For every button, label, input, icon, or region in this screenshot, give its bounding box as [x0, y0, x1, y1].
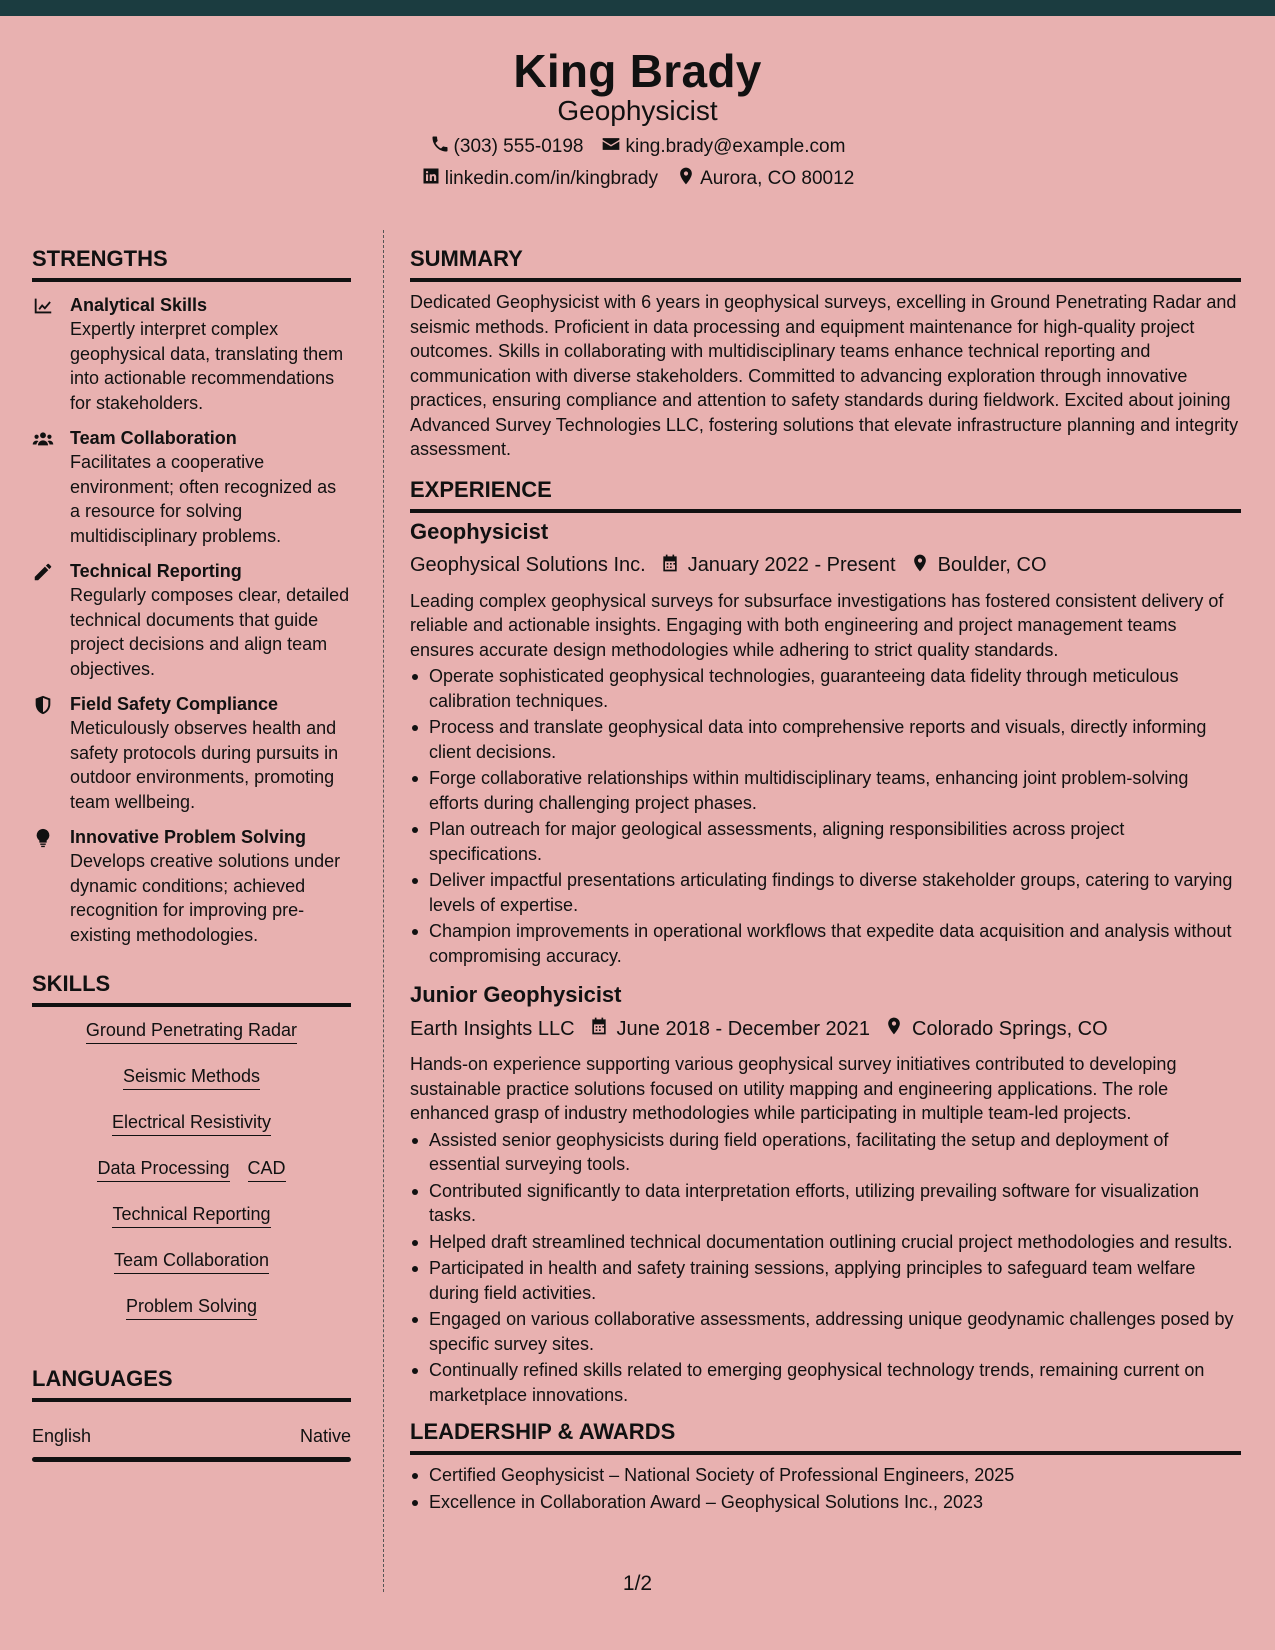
strength-item	[32, 692, 351, 814]
jobs-list	[410, 519, 1241, 1408]
skills-row	[32, 1157, 351, 1203]
strength-item	[32, 559, 351, 681]
awards-list	[410, 1463, 1241, 1514]
languages-heading: LANGUAGES	[32, 1366, 351, 1402]
skill-tag: Ground Penetrating Radar	[86, 1019, 297, 1044]
job-bullet: Participated in health and safety training sessions, applying principles to safeguard team welfare during field activities.	[410, 1256, 1241, 1305]
job-bullet: Forge collaborative relationships within multidisciplinary teams, enhancing joint problem-solving efforts during challenging project phases.	[410, 766, 1241, 815]
users-icon	[32, 428, 54, 450]
job-bullet: Engaged on various collaborative assessments, addressing unique geodynamic challenges posed by specific survey sites.	[410, 1307, 1241, 1356]
strength-title: Technical Reporting	[70, 561, 242, 581]
shield-icon	[32, 694, 54, 716]
envelope-icon	[601, 134, 621, 160]
phone-contact	[430, 134, 584, 160]
job-title: Geophysicist	[410, 518, 549, 544]
location-text: Aurora, CO 80012	[700, 168, 855, 189]
skill-tag: Data Processing	[97, 1157, 229, 1182]
job-entry	[410, 982, 1241, 1407]
strengths-heading: STRENGTHS	[32, 246, 351, 282]
job-location	[884, 1016, 1108, 1042]
top-accent-bar	[0, 0, 1275, 16]
job-bullet: Champion improvements in operational workflows that expedite data acquisition and analysis without compromising accuracy.	[410, 919, 1241, 968]
job-entry	[410, 519, 1241, 969]
strength-description: Develops creative solutions under dynamic conditions; achieved recognition for improving pre-existing methodologies.	[70, 851, 341, 945]
candidate-name: King Brady	[513, 45, 762, 97]
job-meta	[410, 1016, 1241, 1042]
right-column	[410, 246, 1241, 1516]
job-meta	[410, 553, 1241, 579]
job-bullet: Plan outreach for major geological assessments, aligning responsibilities across project specifications.	[410, 817, 1241, 866]
job-company: Earth Insights LLC	[410, 1017, 575, 1040]
summary-heading: SUMMARY	[410, 246, 1241, 282]
strength-description: Facilitates a cooperative environment; often recognized as a resource for solving multidisciplinary problems.	[70, 452, 337, 546]
skills-row	[32, 1203, 351, 1249]
job-company: Geophysical Solutions Inc.	[410, 554, 646, 576]
job-dates-text: June 2018 - December 2021	[616, 1017, 871, 1040]
strength-item	[32, 426, 351, 548]
job-dates	[589, 1016, 871, 1042]
map-pin-icon	[884, 1016, 904, 1042]
location-contact	[676, 166, 854, 192]
lightbulb-icon	[32, 827, 54, 849]
strength-description: Meticulously observes health and safety protocols during pursuits in outdoor environments, promoting team wellbeing.	[70, 718, 339, 812]
strength-item	[32, 293, 351, 415]
job-bullets	[410, 1128, 1241, 1408]
column-divider	[383, 230, 384, 1592]
job-description: Leading complex geophysical surveys for subsurface investigations has fostered consistent delivery of reliable and actionable insights. Engaging with both engineering and project management teams ensures accurate design methodologies while adhering to strict quality standards.	[410, 590, 1224, 660]
languages-list	[32, 1426, 351, 1462]
strength-description: Regularly composes clear, detailed technical documents that guide project decisions and align team objectives.	[70, 585, 350, 679]
job-location-text: Boulder, CO	[937, 554, 1047, 576]
language-level-bar	[32, 1457, 351, 1462]
job-bullet: Deliver impactful presentations articulating findings to diverse stakeholder groups, catering to varying levels of expertise.	[410, 868, 1241, 917]
map-pin-icon	[910, 553, 930, 579]
resume-header	[0, 16, 1275, 204]
job-bullet: Contributed significantly to data interpretation efforts, utilizing prevailing software for visualization tasks.	[410, 1179, 1241, 1228]
skills-row	[32, 1111, 351, 1157]
strength-item	[32, 825, 351, 947]
job-bullet: Assisted senior geophysicists during field operations, facilitating the setup and deployment of essential surveying tools.	[410, 1128, 1241, 1177]
email-text[interactable]: king.brady@example.com	[625, 136, 846, 157]
left-column	[32, 246, 351, 1462]
experience-heading: EXPERIENCE	[410, 477, 1241, 513]
map-pin-icon	[676, 166, 696, 192]
skills-heading: SKILLS	[32, 971, 351, 1007]
skills-row	[32, 1295, 351, 1341]
job-dates	[660, 553, 896, 579]
strength-description: Expertly interpret complex geophysical data, translating them into actionable recommendations for stakeholders.	[70, 319, 344, 413]
skills-row	[32, 1249, 351, 1295]
job-bullets	[410, 664, 1241, 968]
award-item: Certified Geophysicist – National Society of Professional Engineers, 2025	[410, 1463, 1241, 1488]
language-row	[32, 1426, 351, 1447]
phone-icon	[430, 134, 450, 160]
job-title: Junior Geophysicist	[410, 982, 622, 1007]
contact-row-1	[0, 134, 1275, 160]
contact-row-2	[0, 166, 1275, 192]
linkedin-text[interactable]: linkedin.com/in/kingbrady	[444, 168, 659, 189]
skill-tag: Problem Solving	[126, 1295, 257, 1320]
pencil-icon	[32, 561, 54, 583]
skill-tag: Seismic Methods	[123, 1065, 260, 1090]
email-contact[interactable]	[601, 134, 845, 160]
calendar-icon	[660, 553, 680, 579]
strengths-list	[32, 293, 351, 947]
linkedin-contact[interactable]	[421, 166, 658, 192]
calendar-icon	[589, 1016, 609, 1042]
summary-text: Dedicated Geophysicist with 6 years in geophysical surveys, excelling in Ground Penetrating Radar and seismic methods. Proficient in data processing and equipment maintenance for high-quality project outcomes. Skills in collaborating with multidisciplinary teams enhance technical reporting and communication with diverse stakeholders. Committed to advancing exploration through innovative practices, ensuring compliance and attention to safety standards during fieldwork. Excited about joining Advanced Survey Technologies LLC, fostering solutions that elevate infrastructure planning and integrity assessment.	[410, 292, 1239, 459]
job-location	[910, 553, 1047, 579]
skill-tag: Team Collaboration	[114, 1249, 269, 1274]
strength-title: Team Collaboration	[70, 428, 237, 448]
strength-title: Innovative Problem Solving	[70, 827, 307, 847]
job-bullet: Operate sophisticated geophysical technologies, guaranteeing data fidelity through meticulous calibration techniques.	[410, 664, 1241, 713]
job-bullet: Process and translate geophysical data into comprehensive reports and visuals, directly informing client decisions.	[410, 715, 1241, 764]
job-dates-text: January 2022 - Present	[687, 554, 896, 576]
skill-tag: Electrical Resistivity	[112, 1111, 271, 1136]
skills-row	[32, 1019, 351, 1065]
job-bullet: Continually refined skills related to emerging geophysical technology trends, remaining current on marketplace innovations.	[410, 1358, 1241, 1407]
page-number: 1/2	[622, 1572, 653, 1595]
strength-title: Analytical Skills	[70, 295, 208, 315]
job-bullet: Helped draft streamlined technical documentation outlining crucial project methodologies and results.	[410, 1230, 1241, 1255]
language-level: Native	[299, 1426, 351, 1446]
awards-heading: LEADERSHIP & AWARDS	[410, 1419, 1241, 1455]
phone-text: (303) 555-0198	[453, 136, 584, 157]
skill-tag: CAD	[248, 1157, 286, 1182]
language-name: English	[32, 1426, 92, 1446]
job-description: Hands-on experience supporting various geophysical survey initiatives contributed to developing sustainable practice solutions focused on utility mapping and engineering applications. The role enhanced grasp of industry methodologies while participating in multiple team-led projects.	[410, 1054, 1177, 1123]
job-location-text: Colorado Springs, CO	[912, 1017, 1108, 1040]
award-item: Excellence in Collaboration Award – Geophysical Solutions Inc., 2023	[410, 1490, 1241, 1515]
candidate-title: Geophysicist	[557, 95, 718, 126]
skills-list	[32, 1019, 351, 1341]
strength-title: Field Safety Compliance	[70, 694, 279, 714]
skill-tag: Technical Reporting	[112, 1203, 270, 1228]
linkedin-icon	[421, 166, 441, 192]
chart-line-icon	[32, 295, 54, 317]
skills-row	[32, 1065, 351, 1111]
